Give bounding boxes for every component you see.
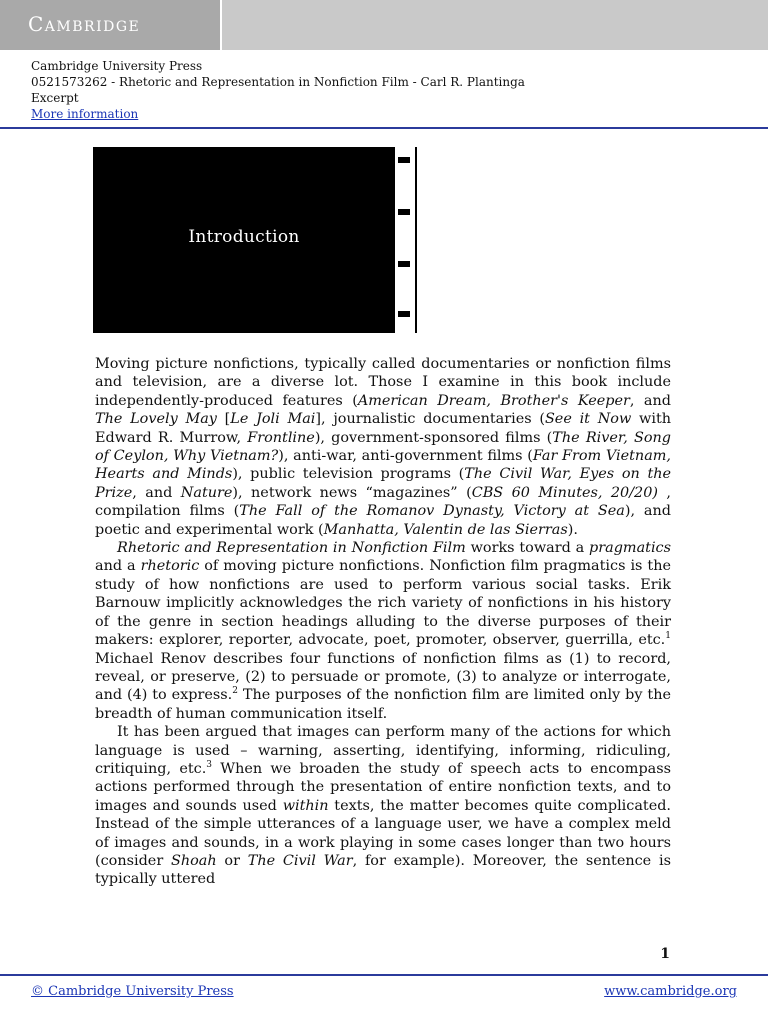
film-perforation (398, 261, 410, 267)
paragraph-1 (95, 355, 671, 539)
paragraph-3 (95, 723, 671, 889)
header-divider (0, 127, 768, 129)
excerpt-label: Excerpt (31, 91, 79, 105)
cambridge-logo: Cambridge (28, 12, 141, 36)
text-run: , for example). Moreover, the sentence is typically uttered (95, 852, 671, 888)
text-run: [ (216, 411, 231, 428)
publisher-name: Cambridge University Press (31, 59, 203, 73)
italic-title: within (282, 797, 329, 814)
text-run: ), anti-war, anti-government films ( (278, 448, 533, 465)
text-run: of moving picture nonfictions. Nonfiction film pragmatics is the study of how nonfictions are used to perform various social tasks. Erik Barnouw implicitly acknowledges the rich variety of nonfictions in his history of the genre in section headings alluding to the diverse purposes of their makers: explorer, reporter, advocate, poet, promoter, observer, guerrilla, etc. (95, 558, 671, 649)
footnote-marker: 1 (665, 631, 671, 642)
italic-title: CBS 60 Minutes, 20/20) (471, 484, 658, 501)
book-metadata (31, 58, 525, 122)
logo-box (0, 0, 222, 50)
text-run: The purposes of the nonfiction film are limited only by the breadth of human communication itself. (95, 687, 671, 722)
text-run: ], journalistic documentaries ( (315, 411, 545, 428)
text-run: and a (95, 558, 141, 575)
italic-title: rhetoric (140, 558, 200, 575)
italic-title: Frontline (247, 429, 315, 446)
text-run: , and (629, 392, 671, 409)
footnote-marker: 2 (232, 686, 238, 697)
text-run: It has been argued that images can perform many of the actions for which language is used – warning, asserting, identifying, informing, ridiculing, critiquing, etc. (95, 724, 671, 777)
film-edge-line (415, 147, 417, 333)
footer-divider (0, 974, 768, 976)
text-run: with Edward R. Murrow, (95, 411, 672, 446)
italic-title: Le Joli Mai (230, 411, 316, 428)
text-run: Michael Renov describes four functions of nonfiction films as (1) to record, reveal, or preserve, (2) to persuade or promote, (3) to analyze or interrogate, and (4) to express. (95, 650, 671, 704)
italic-title: The Civil War (247, 852, 353, 869)
more-information-link[interactable]: More information (31, 107, 139, 121)
footnote-marker: 3 (206, 760, 213, 771)
text-run: texts, the matter becomes quite complicated. Instead of the simple utterances of a language user, we have a complex meld of images and sounds, in a work playing in some cases longer than two hours (consider (95, 797, 671, 869)
italic-title: The Lovely May (95, 411, 217, 428)
italic-title: Rhetoric and Representation in Nonfiction Film (117, 540, 466, 557)
text-run: ), public television programs ( (232, 466, 465, 483)
website-link[interactable]: www.cambridge.org (604, 984, 737, 999)
italic-title: The River, Song of Ceylon, Why Vietnam? (95, 429, 671, 465)
paragraph-2 (95, 539, 671, 723)
copyright-link[interactable]: © Cambridge University Press (31, 984, 234, 999)
text-run: Moving picture nonfictions, typically called documentaries or nonfiction films and television, are a diverse lot. Those I examine in this book include independently-produced features ( (95, 356, 671, 409)
text-run: works toward a (465, 540, 590, 557)
film-perforation (398, 311, 410, 317)
text-run: ), and poetic and experimental work ( (95, 503, 671, 538)
text-run: , compilation films ( (95, 484, 671, 520)
text-run: ), network news “magazines” ( (232, 484, 472, 501)
italic-title: pragmatics (589, 540, 671, 557)
text-run: ), government-sponsored films ( (314, 429, 553, 446)
italic-title: The Civil War, Eyes on the Prize (95, 466, 672, 501)
text-run: or (216, 852, 248, 869)
page-number: 1 (660, 946, 670, 962)
italic-title: Far From Vietnam, Hearts and Minds (95, 448, 671, 483)
chapter-title: Introduction (188, 227, 300, 247)
film-perforation (398, 209, 410, 215)
italic-title: Manhatta, Valentin de las Sierras (323, 521, 568, 538)
italic-title: See it Now (544, 411, 632, 428)
italic-title: Nature (180, 484, 233, 501)
film-perforation (398, 157, 410, 163)
text-run: ). (567, 521, 578, 538)
book-info: 0521573262 - Rhetoric and Representation in Nonfiction Film - Carl R. Plantinga (31, 75, 525, 89)
italic-title: The Fall of the Romanov Dynasty, Victory at Sea (239, 503, 625, 520)
italic-title: American Dream, Brother's Keeper (357, 392, 630, 409)
text-run: When we broaden the study of speech acts to encompass actions performed through the presentation of entire nonfiction texts, and to images and sounds used (95, 760, 672, 814)
italic-title: Shoah (170, 852, 217, 869)
text-run: , and (132, 484, 181, 501)
body-text (95, 355, 671, 889)
film-strip-edge (398, 147, 418, 333)
chapter-title-block (93, 147, 395, 333)
header-bar (0, 0, 768, 50)
